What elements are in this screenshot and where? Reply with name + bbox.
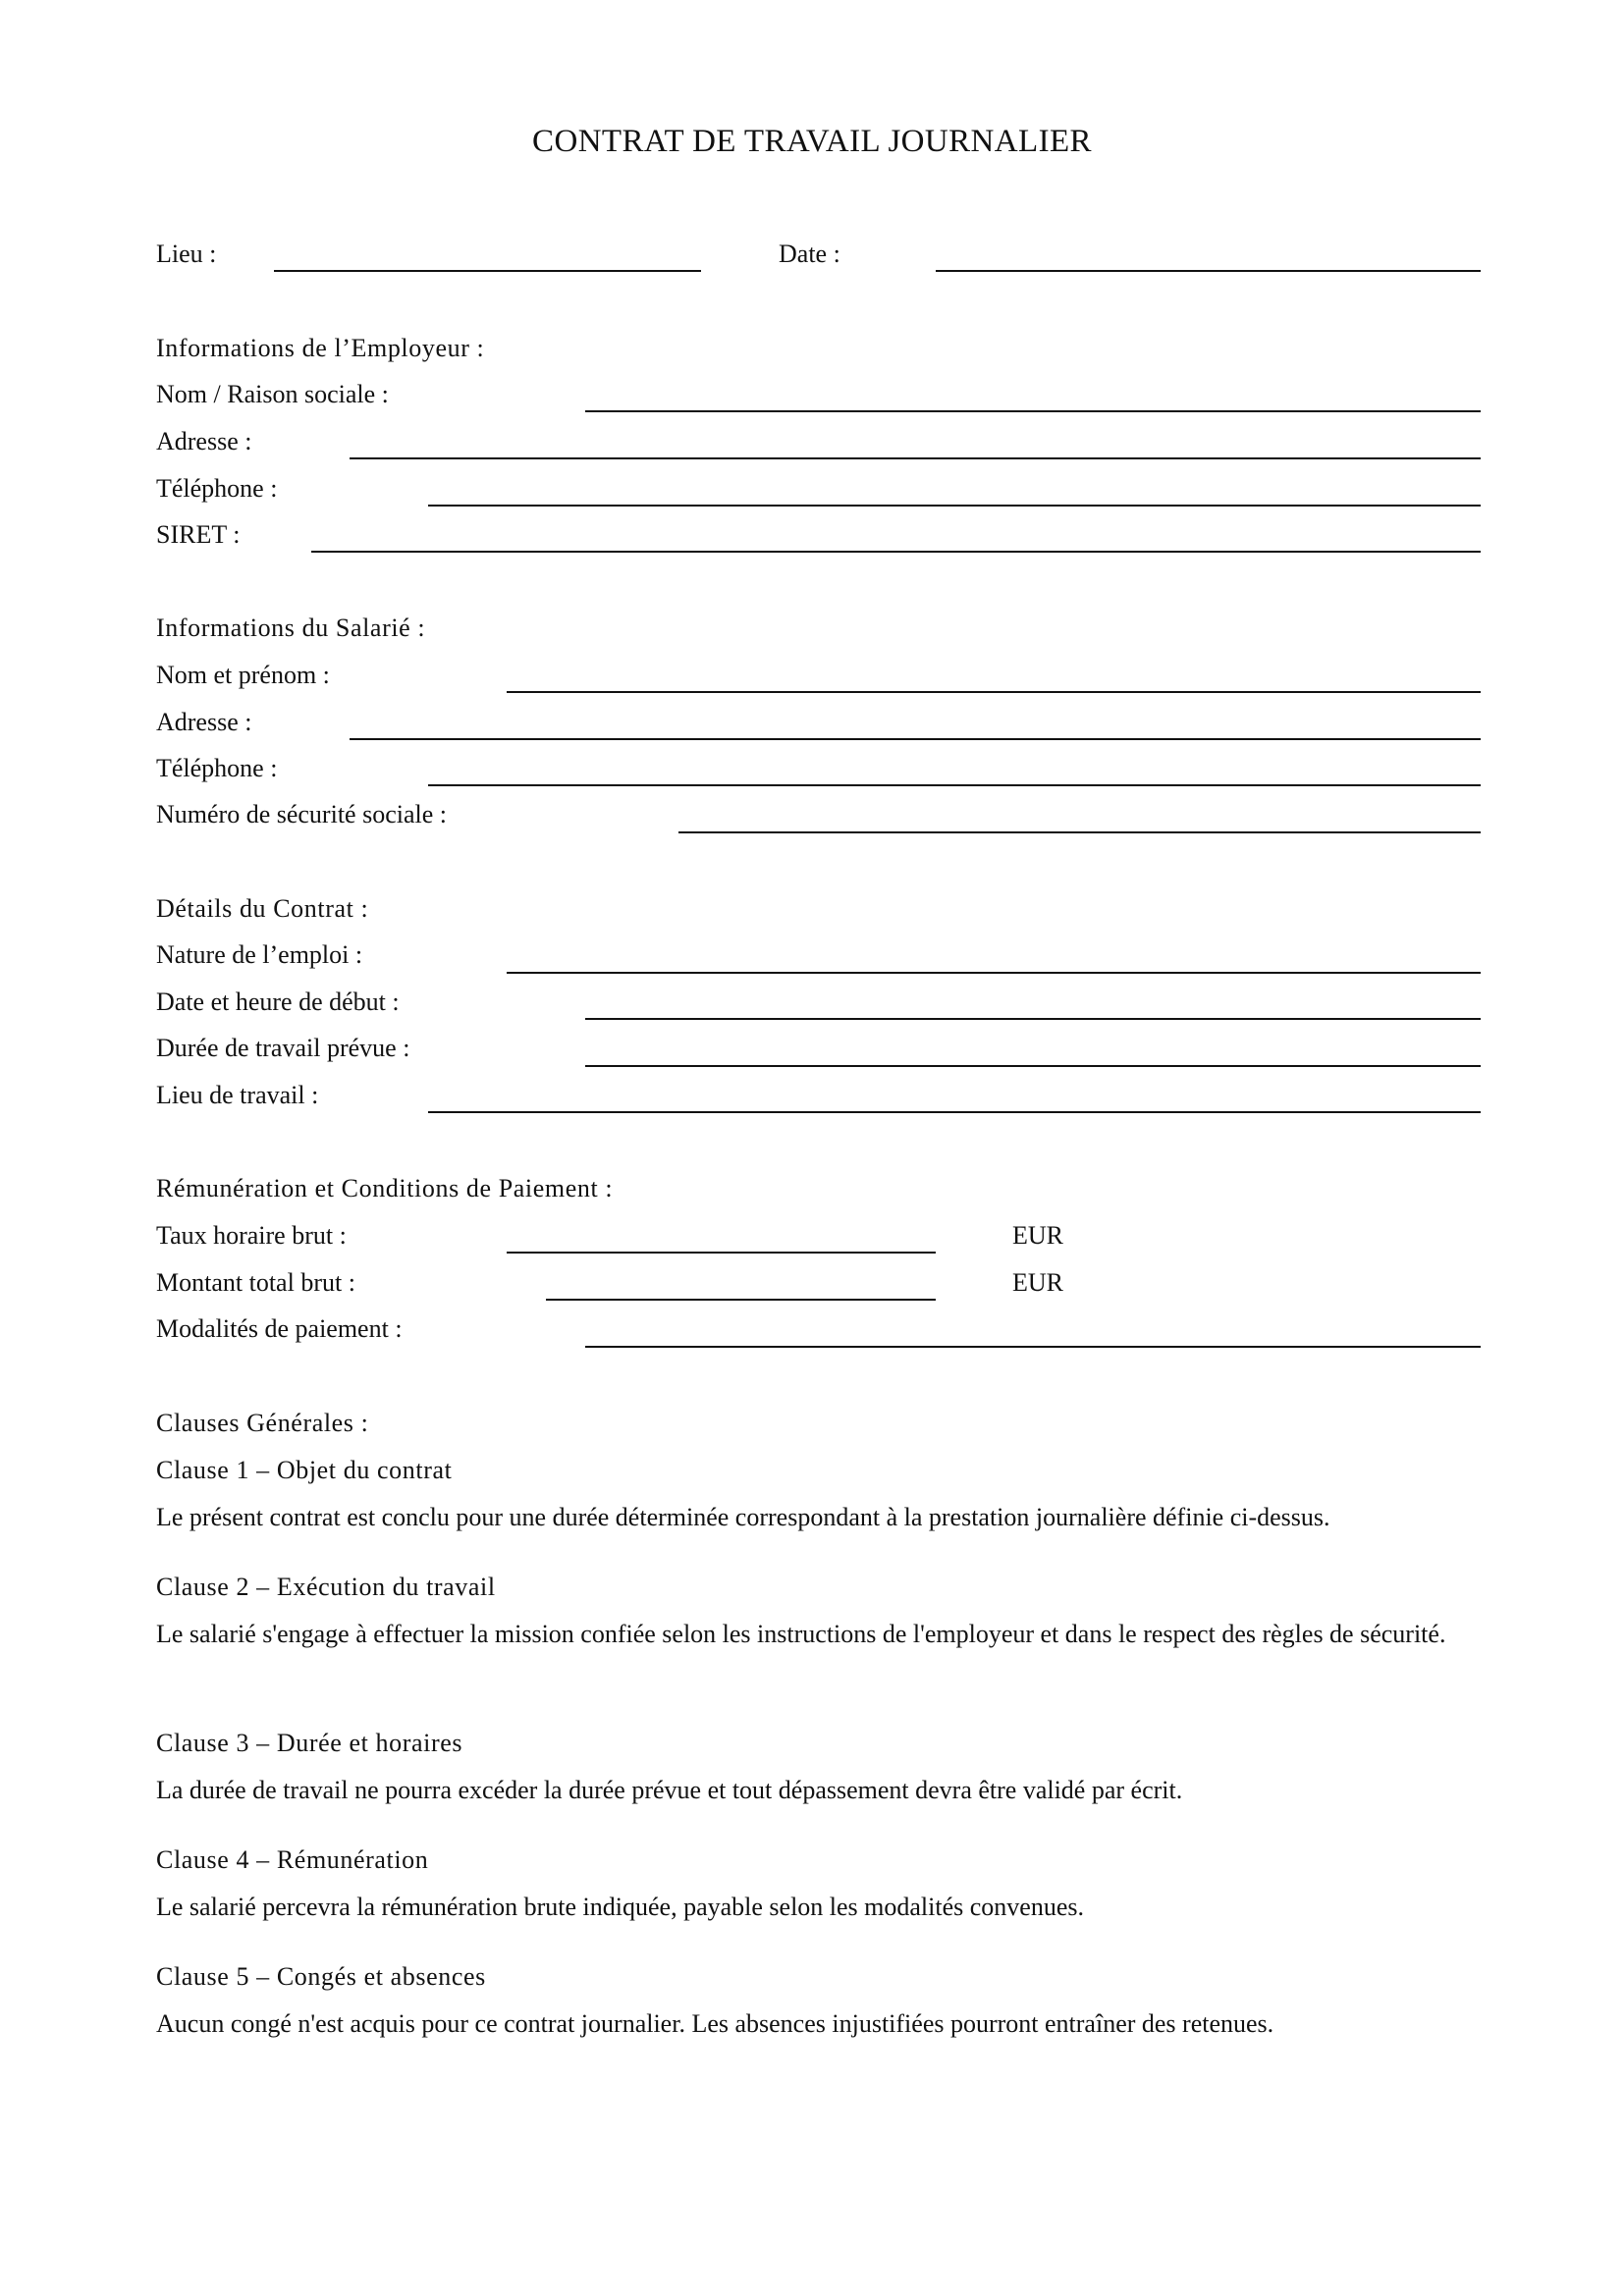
- pay-modalites-label: Modalités de paiement :: [156, 1314, 403, 1343]
- employer-heading: Informations de l’Employeur :: [156, 334, 485, 362]
- clause-title: Clause 4 – Rémunération: [156, 1845, 429, 1874]
- employee-secu-field[interactable]: [678, 831, 1481, 833]
- contract-debut-label: Date et heure de début :: [156, 988, 400, 1016]
- employee-heading: Informations du Salarié :: [156, 614, 426, 642]
- pay-montant-currency: EUR: [1012, 1268, 1063, 1297]
- clause-title: Clause 5 – Congés et absences: [156, 1962, 486, 1991]
- clause-title: Clause 3 – Durée et horaires: [156, 1729, 463, 1757]
- pay-taux-label: Taux horaire brut :: [156, 1221, 347, 1250]
- clause-text: Le salarié s'engage à effectuer la mission confiée selon les instructions de l'employeur et dans le respect des règles de sécurité.: [156, 1620, 1446, 1648]
- contract-heading: Détails du Contrat :: [156, 894, 369, 923]
- clause-text: La durée de travail ne pourra excéder la durée prévue et tout dépassement devra être validé par écrit.: [156, 1776, 1183, 1804]
- pay-modalites-field[interactable]: [585, 1346, 1481, 1348]
- lieu-label: Lieu :: [156, 240, 217, 268]
- employee-telephone-label: Téléphone :: [156, 754, 278, 782]
- contract-duree-label: Durée de travail prévue :: [156, 1034, 410, 1062]
- contract-lieu-field[interactable]: [428, 1111, 1481, 1113]
- clause-title: Clause 2 – Exécution du travail: [156, 1573, 496, 1601]
- employer-adresse-field[interactable]: [350, 457, 1481, 459]
- employer-nom-label: Nom / Raison sociale :: [156, 380, 389, 408]
- clause-text: Le présent contrat est conclu pour une durée déterminée correspondant à la prestation journalière définie ci-dessus.: [156, 1503, 1330, 1531]
- contract-nature-field[interactable]: [507, 972, 1481, 974]
- date-field[interactable]: [936, 270, 1481, 272]
- clauses-heading: Clauses Générales :: [156, 1409, 369, 1437]
- contract-nature-label: Nature de l’emploi :: [156, 940, 363, 969]
- employer-nom-field[interactable]: [585, 410, 1481, 412]
- contract-duree-field[interactable]: [585, 1065, 1481, 1067]
- employee-nom-label: Nom et prénom :: [156, 661, 330, 689]
- employer-siret-field[interactable]: [311, 551, 1481, 553]
- pay-taux-field[interactable]: [507, 1252, 936, 1254]
- employer-telephone-label: Téléphone :: [156, 474, 278, 503]
- lieu-field[interactable]: [274, 270, 701, 272]
- pay-montant-field[interactable]: [546, 1299, 936, 1301]
- employee-nom-field[interactable]: [507, 691, 1481, 693]
- clause-text: Le salarié percevra la rémunération brute indiquée, payable selon les modalités convenues.: [156, 1893, 1085, 1921]
- pay-montant-label: Montant total brut :: [156, 1268, 355, 1297]
- pay-taux-currency: EUR: [1012, 1221, 1063, 1250]
- employer-adresse-label: Adresse :: [156, 427, 252, 455]
- employee-adresse-field[interactable]: [350, 738, 1481, 740]
- employer-siret-label: SIRET :: [156, 520, 241, 549]
- contract-lieu-label: Lieu de travail :: [156, 1081, 319, 1109]
- pay-heading: Rémunération et Conditions de Paiement :: [156, 1174, 614, 1202]
- employer-telephone-field[interactable]: [428, 505, 1481, 507]
- contract-debut-field[interactable]: [585, 1018, 1481, 1020]
- date-label: Date :: [779, 240, 840, 268]
- employee-telephone-field[interactable]: [428, 784, 1481, 786]
- employee-adresse-label: Adresse :: [156, 708, 252, 736]
- clause-title: Clause 1 – Objet du contrat: [156, 1456, 453, 1484]
- employee-secu-label: Numéro de sécurité sociale :: [156, 800, 447, 828]
- document-title: CONTRAT DE TRAVAIL JOURNALIER: [532, 124, 1092, 159]
- clause-text: Aucun congé n'est acquis pour ce contrat journalier. Les absences injustifiées pourront entraîner des retenues.: [156, 2009, 1274, 2038]
